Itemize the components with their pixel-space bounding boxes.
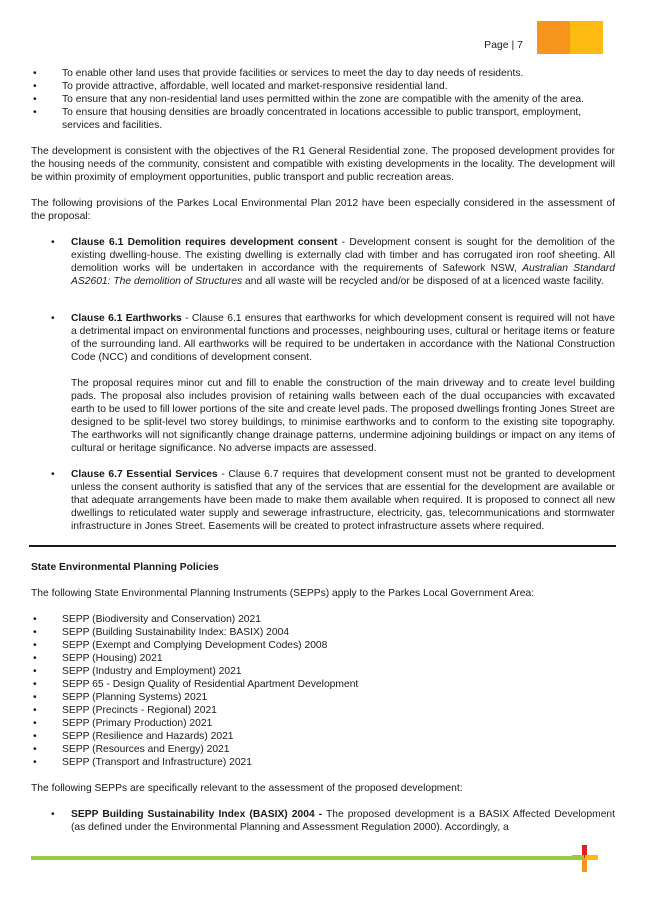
clause-demolition — [31, 236, 615, 288]
clause-services — [31, 468, 615, 533]
page-number: Page | 7 — [484, 39, 523, 51]
document-body — [31, 67, 615, 834]
sepp-intro: The following State Environmental Planning Instruments (SEPPs) apply to the Parkes Local Government Area: — [31, 588, 535, 599]
list-item: • SEPP (Housing) 2021 — [31, 652, 615, 665]
sepp-list — [31, 613, 615, 769]
sepp-basix — [31, 808, 615, 834]
clause-text: - Clause 6.7 requires that development consent must not be granted to development unless the consent authority is satisfied that any of the services that are essential for the development are available or that adequate arrangements have been made to make them available when required. It is proposed to connect all new dwellings to reticulated water supply and sewerage infrastructure, electricity, gas, telecommunications and stormwater infrastructure in Jones Street. Easements will be created to protect infrastructure assets where required. — [71, 469, 615, 532]
clause-text: - Clause 6.1 ensures that earthworks for which development consent is required will not have a detrimental impact on environmental functions and processes, neighbouring uses, cultural or heritage items or feature of the surrounding land. All earthworks will be required to be undertaken in accordance with the National Construction Code (NCC) and conditions of development consent. — [71, 313, 615, 363]
footer-green-bar — [31, 856, 572, 860]
list-item: • SEPP (Biodiversity and Conservation) 2021 — [31, 613, 615, 626]
objectives-list — [31, 67, 615, 132]
section-divider — [29, 545, 616, 547]
list-item: • To ensure that any non-residential land uses permitted within the zone are compatible with the amenity of the area. — [31, 93, 615, 106]
list-item: • SEPP (Building Sustainability Index: BASIX) 2004 — [31, 626, 615, 639]
sepp-text: The proposed development is a BASIX Affected Development (as defined under the Environmental Planning and Assessment Regulation 2000). Accordingly, a — [71, 809, 616, 833]
list-item: • To provide attractive, affordable, well located and market-responsive residential land. — [31, 80, 615, 93]
clause-title: Clause 6.1 Demolition requires development consent — [71, 237, 338, 248]
list-item: • To enable other land uses that provide facilities or services to meet the day to day needs of residents. — [31, 67, 615, 80]
list-item: • SEPP (Industry and Employment) 2021 — [31, 665, 615, 678]
council-logo-plus-icon — [572, 845, 598, 872]
clause-earthworks — [31, 312, 615, 364]
sepp-title: SEPP Building Sustainability Index (BASIX) 2004 - — [71, 809, 323, 820]
clause-text: - Development consent is sought for the demolition of the existing dwelling-house. The existing dwelling is externally clad with timber and has corrugated iron roof sheeting. All demolition works will be undertaken in accordance with the requirements of Safework NSW, — [71, 237, 615, 274]
list-item: • SEPP 65 - Design Quality of Residential Apartment Development — [31, 678, 615, 691]
header-yellow-block — [570, 21, 603, 54]
header-orange-block — [537, 21, 570, 54]
list-item: • SEPP (Precincts - Regional) 2021 — [31, 704, 615, 717]
list-item: • SEPP (Planning Systems) 2021 — [31, 691, 615, 704]
list-item: • SEPP (Exempt and Complying Development Codes) 2008 — [31, 639, 615, 652]
section-heading: State Environmental Planning Policies — [31, 562, 219, 573]
list-item: • SEPP (Resources and Energy) 2021 — [31, 743, 615, 756]
clause-title: Clause 6.1 Earthworks — [71, 313, 182, 324]
list-item: • SEPP (Primary Production) 2021 — [31, 717, 615, 730]
list-item: • To ensure that housing densities are broadly concentrated in locations accessible to public transport, employment, services and facilities. — [31, 106, 615, 132]
list-item: • SEPP (Resilience and Hazards) 2021 — [31, 730, 615, 743]
earthworks-detail: The proposal requires minor cut and fill to enable the construction of the main driveway and to create level building pads. The proposal also includes provision of retaining walls between each of the dual occupancies with excavated earth to be used to fill lower portions of the site and create level pads. The proposed dwellings fronting Jones Street are designed to be split-level two storey buildings, to minimise earthworks and to conform to the existing site topography. The earthworks will not significantly change drainage patterns, undermine adjoining buildings or impact on any items of cultural or heritage significance. No adverse impacts are assessed. — [71, 378, 615, 454]
standard-reference: Australian Standard AS2601: The demolition of Structures — [71, 263, 615, 287]
clause-text: and all waste will be recycled and/or be disposed of at a licenced waste facility. — [242, 276, 604, 287]
sepp-relevant: The following SEPPs are specifically relevant to the assessment of the proposed development: — [31, 783, 463, 794]
paragraph-consistency: The development is consistent with the objectives of the R1 General Residential zone. The proposed development provides for the housing needs of the community, consistent and compatible with existing developments in the locality. The development will be within proximity of employment opportunities, public transport and public recreation areas. — [31, 146, 615, 183]
paragraph-provisions: The following provisions of the Parkes Local Environmental Plan 2012 have been especially considered in the assessment of the proposal: — [31, 198, 615, 222]
clause-title: Clause 6.7 Essential Services — [71, 469, 218, 480]
list-item: • SEPP (Transport and Infrastructure) 2021 — [31, 756, 615, 769]
